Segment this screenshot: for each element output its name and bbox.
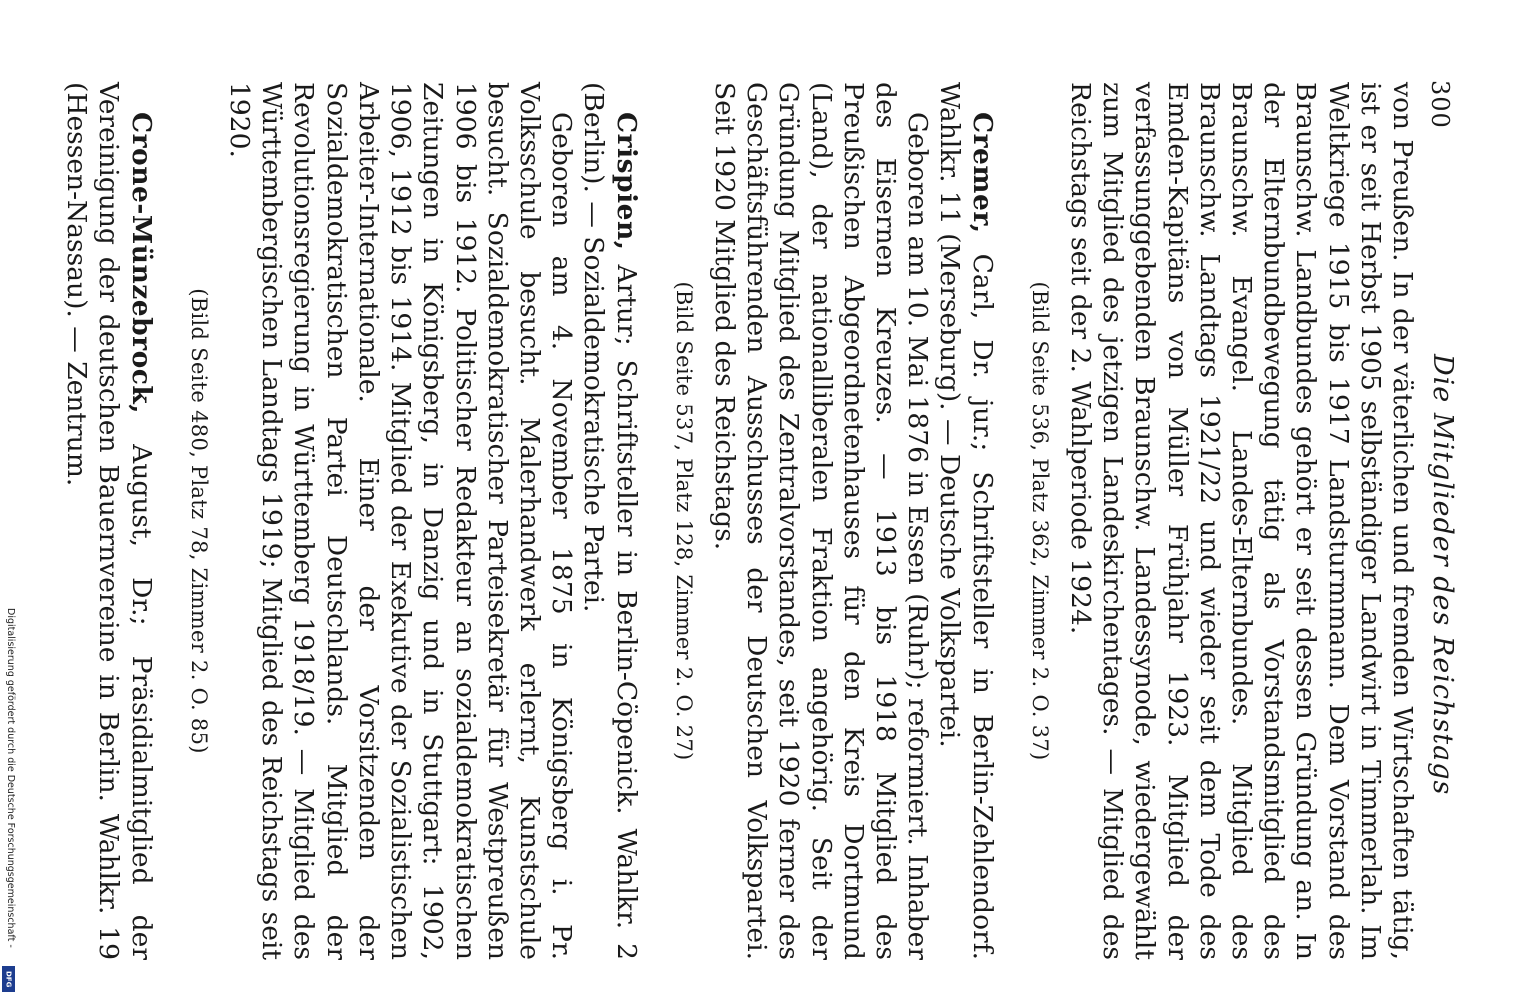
member-summary: August, Dr.; Präsidialmitglied der Vereinigung der deutschen Bauernvereine in Berlin. Wahlkr. 19 (Hessen-Nassau). — Zentrum. <box>61 82 157 960</box>
seat-reference: (Bild Seite 480, Platz 78, Zimmer 2. O. 85) <box>186 288 211 754</box>
entry-biography: Geboren am 10. Mai 1876 in Essen (Ruhr); reformiert. Inhaber des Eisernen Kreuzes. — 1913 bis 1918 Mitglied des Preußischen Abgeordnetenhauses für den Kreis Dortmund (Land), der nationalliberalen Fraktion angehörig. Seit der Gründung Mitglied des Zentralvorstandes, seit 1920 ferner des Geschäftsführenden Ausschusses der Deutschen Volkspartei. Seit 1920 Mitglied des Reichstags. <box>708 82 934 960</box>
entry-crone-muenzebrock <box>60 82 157 960</box>
page-number: 300 <box>1426 80 1454 129</box>
member-name: Crone-Münzebrock, <box>125 112 157 415</box>
running-head: Die Mitglieder des Reichstags <box>1427 354 1458 796</box>
entry-continued <box>1024 82 1418 960</box>
entry-cremer <box>668 82 998 960</box>
entry-heading <box>60 82 157 960</box>
member-summary: Artur; Schriftsteller in Berlin-Cöpenick. Wahlkr. 2 (Berlin). — Sozialdemokratische Partei. <box>578 82 642 960</box>
entry-heading <box>933 82 997 960</box>
digitization-credit <box>4 608 18 988</box>
rotated-page-content <box>60 62 1460 962</box>
entry-text: von Preußen. In der väterlichen und fremden Wirtschaften tätig, ist er seit Herbst 1905 selbständiger Landwirt in Timmerlah. Im Weltkriege 1915 bis 1917 Landsturmmann. Dem Vorstand des Braunschw. Landbundes gehört er seit dessen Gründung an. In der Elternbundbewegung tätig als Vorstandsmitglied des Braunschw. Evangel. Landes-Elternbundes. Mitglied des Braunschw. Landtags 1921/22 und wieder seit dem Tode des Emden-Kapitäns von Müller Frühjahr 1923. Mitglied der verfassunggebenden Braunschw. Landessynode, wiedergewählt zum Mitglied des jetzigen Landeskirchentages. — Mitglied des Reichstags seit der 2. Wahlperiode 1924. <box>1064 82 1418 960</box>
entry-biography: Geboren am 4. November 1875 in Königsberg i. Pr. Volksschule besucht. Malerhandwerk erlernt, Kunstschule besucht. Sozialdemokratischer Parteisekretär für Westpreußen 1906 bis 1912. Politischer Redakteur an sozialdemokratischen Zeitungen in Königsberg, in Danzig und in Stuttgart: 1902, 1906, 1912 bis 1914. Mitglied der Exekutive der Sozialistischen Arbeiter-Internationale. Einer der Vorsitzenden der Sozialdemokratischen Partei Deutschlands. Mitglied der Revolutionsregierung in Württemberg 1918/19. — Mitglied des Württembergischen Landtags 1919; Mitglied des Reichstags seit 1920. <box>224 82 578 960</box>
credit-text: Digitalisierung gefördert durch die Deutsche Forschungsgemeinschaft - <box>5 608 16 948</box>
dfg-logo-icon: DFG <box>2 966 15 992</box>
entry-heading <box>577 82 641 960</box>
member-name: Cremer, <box>966 112 998 234</box>
member-name: Crispien, <box>610 112 642 251</box>
entry-crispien <box>183 82 642 960</box>
member-summary: Carl, Dr. jur.; Schriftsteller in Berlin-Zehlendorf. Wahlkr. 11 (Merseburg). — Deutsche Volkspartei. <box>934 82 998 960</box>
page-body <box>60 82 1418 960</box>
seat-reference: (Bild Seite 537, Platz 128, Zimmer 2. O. 27) <box>671 281 696 761</box>
seat-reference: (Bild Seite 536, Platz 362, Zimmer 2. O. 37) <box>1027 281 1052 761</box>
page-header <box>1420 62 1460 962</box>
